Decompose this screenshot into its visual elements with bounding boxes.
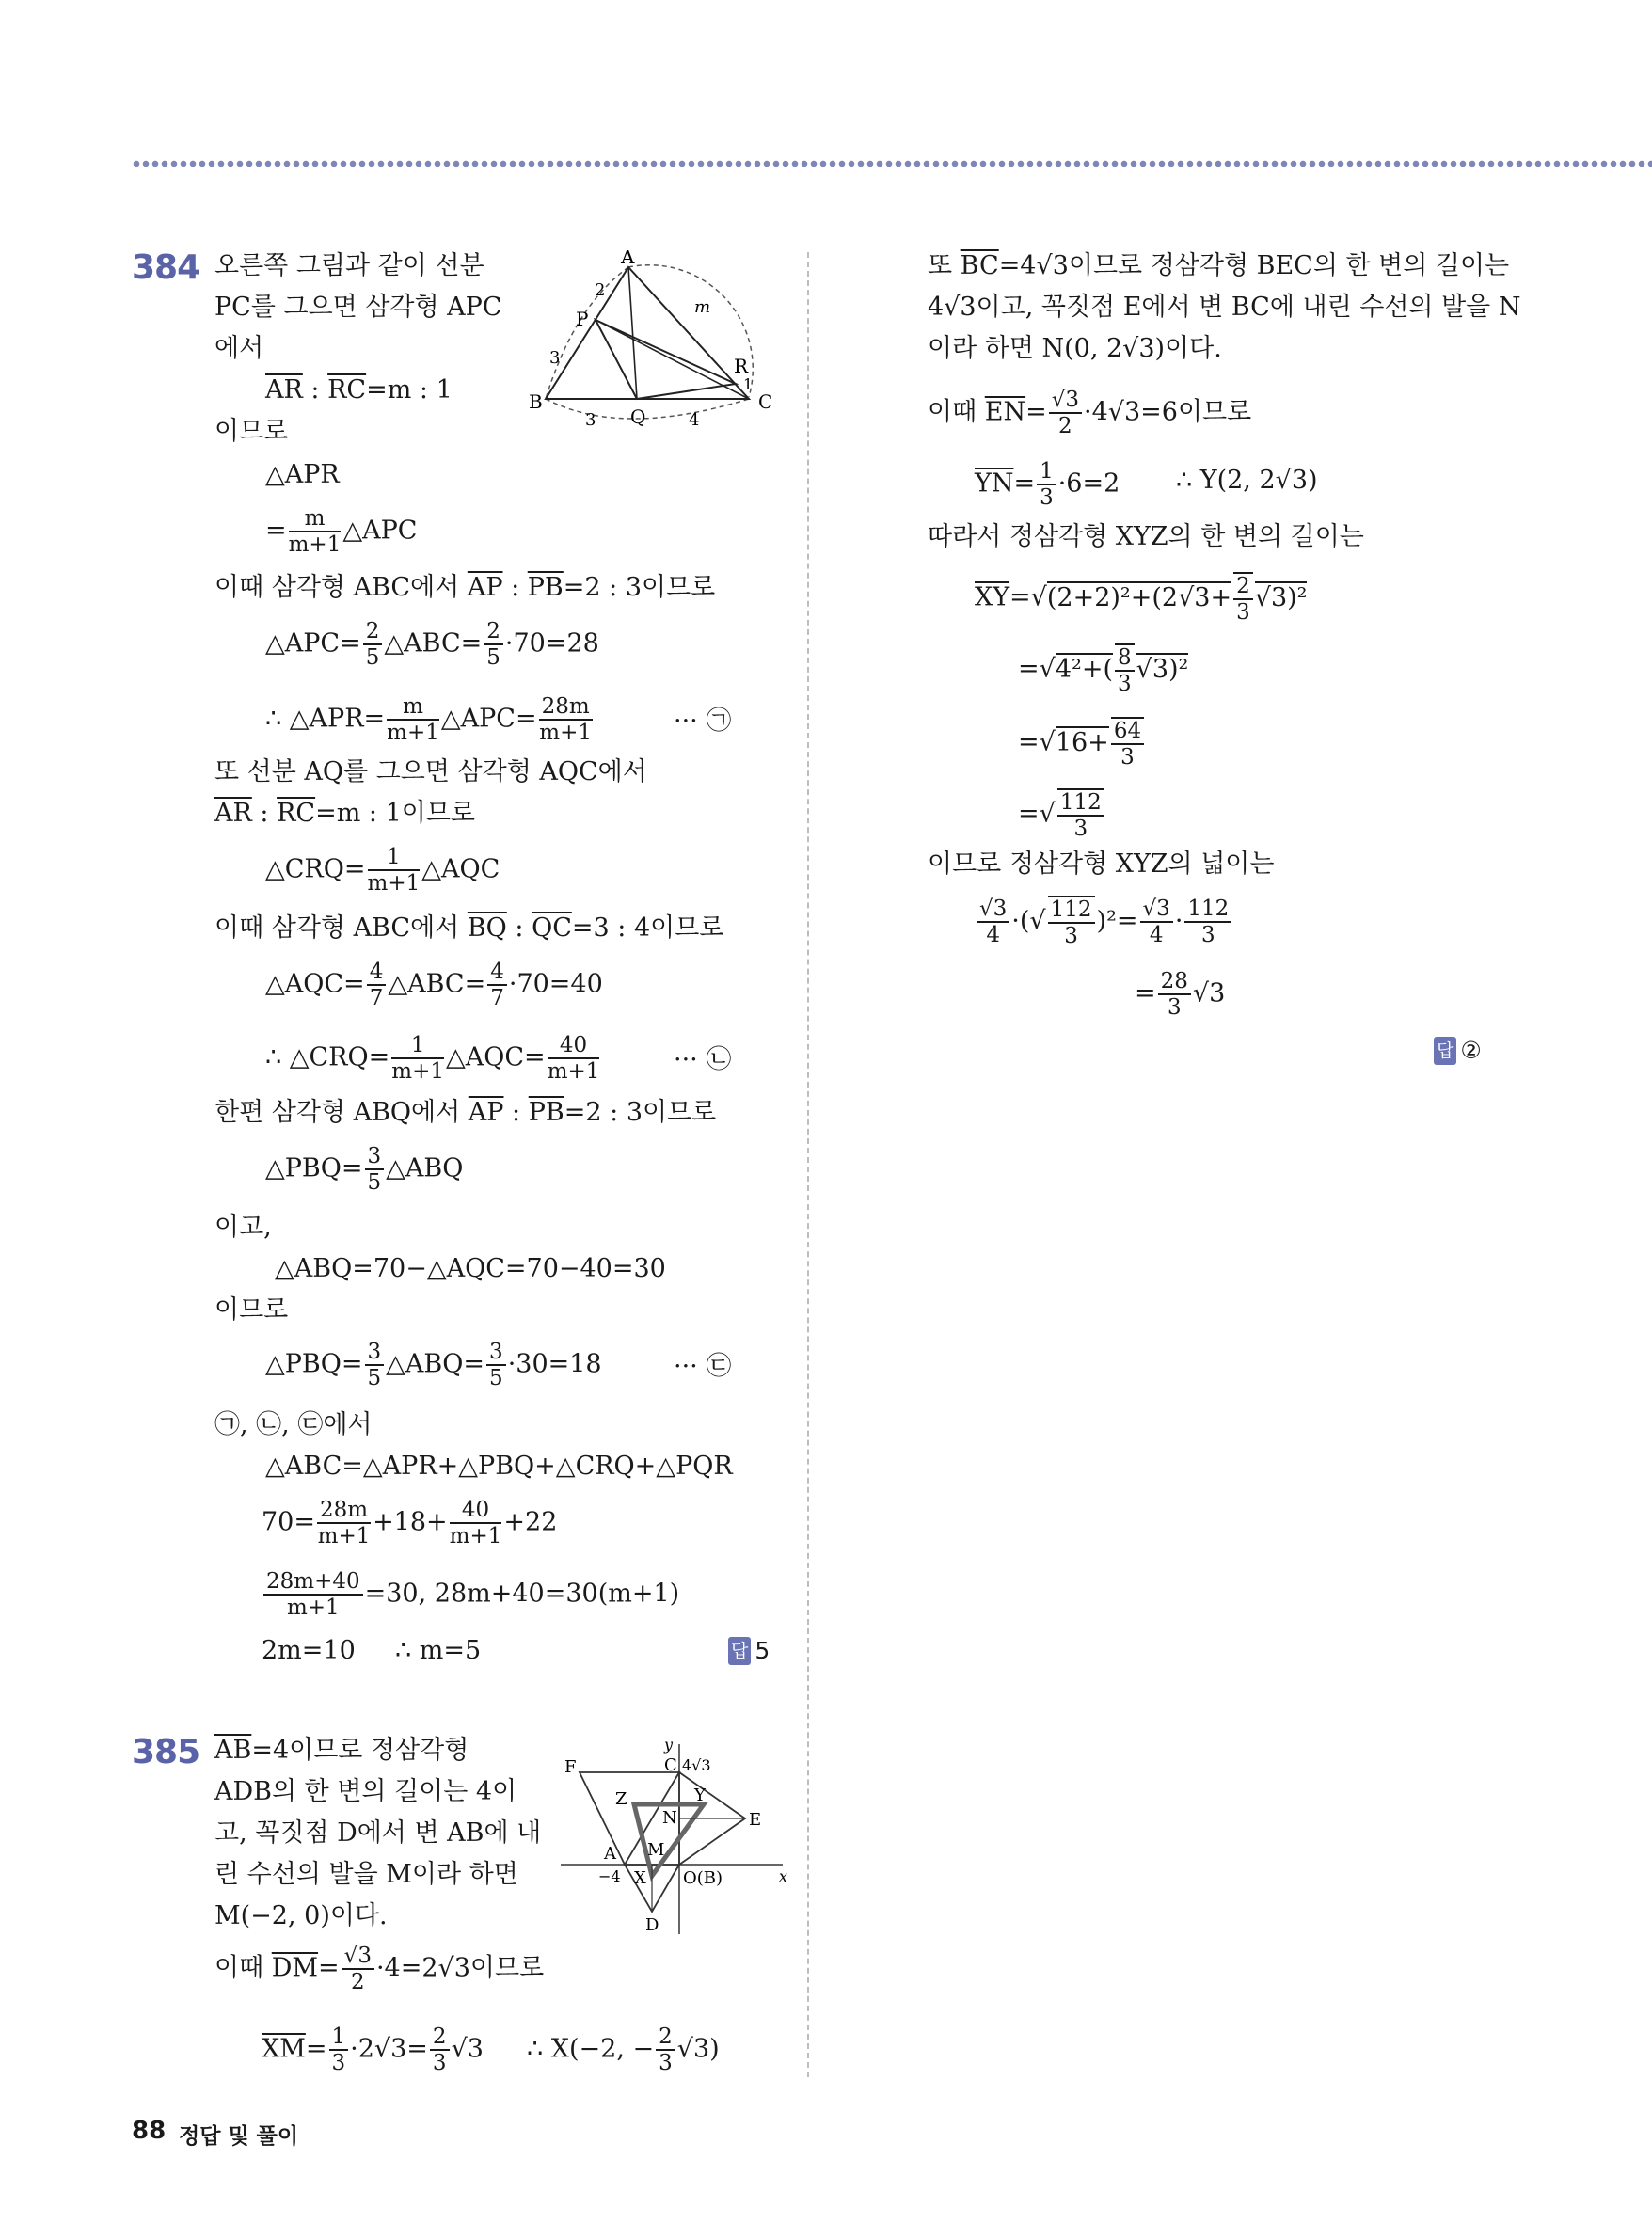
figure-384-triangle (527, 250, 781, 448)
equation-line: △AQC= $\frac{4}{7}$ △ABC= $\frac{4}{7}$ ·70=40 (265, 960, 603, 1010)
text-line: 이때 삼각형 ABC에서 $\overline{AP}$ : $\overline{PB}=2$ : 3이므로 (214, 573, 716, 602)
text-line: 이때 삼각형 ABC에서 $\overline{BQ}$ : $\overline{QC}=3$ : 4이므로 (214, 913, 724, 943)
label-a: A (621, 250, 635, 268)
equation-line: ∴ △CRQ= $\frac{1}{m+1}$ △AQC= $\frac{40}{m+1}$ (265, 1033, 600, 1084)
label-b: B (529, 390, 543, 413)
text-line: ADB의 한 변의 길이는 4이 (214, 1777, 517, 1806)
label-m: M (647, 1840, 665, 1860)
label-rc: 1 (743, 375, 754, 393)
text-line: ㉠, ㉡, ㉢에서 (214, 1410, 373, 1439)
equation-marker: ··· ㉢ (674, 1352, 732, 1381)
equation-line: 이때 $\overline{DM}=$ $\frac{√3}{2}$ ·4=2√3이므로 (214, 1944, 545, 1994)
answer-385: 답 ② (1434, 1037, 1482, 1065)
label-a: A (604, 1844, 616, 1864)
equation-line: △ABQ=70−△AQC=70−40=30 (275, 1254, 666, 1283)
label-r: R (734, 355, 749, 377)
answer-badge: 답 (1434, 1037, 1456, 1065)
label-ap: 2 (595, 280, 606, 300)
segment-aq (628, 267, 637, 399)
equation-line: ∴ m=5 (395, 1636, 482, 1665)
text-line: 이므로 정삼각형 XYZ의 넓이는 (928, 850, 1275, 879)
text-line: 에서 (214, 334, 264, 363)
label-n: N (662, 1808, 677, 1828)
equation-line: =√16+ $\frac{64}{3}$ (1018, 717, 1146, 770)
equation-line: ∴ X(−2, − $\frac{2}{3}$ √3) (527, 2025, 720, 2075)
label-a-value: −4 (598, 1867, 621, 1885)
text-line: 이므로 (214, 1295, 289, 1325)
text-line: 한편 삼각형 ABQ에서 $\overline{AP}$ : $\overline{PB}=2$ : 3이므로 (214, 1098, 717, 1127)
answer-badge: 답 (728, 1637, 751, 1665)
text-line: 이라 하면 N(0, 2√3)이다. (928, 334, 1222, 363)
equation-line: = $\frac{m}{m+1}$ △APC (265, 506, 418, 557)
label-q: Q (630, 405, 646, 428)
equation-line: △APC= $\frac{2}{5}$ △ABC= $\frac{2}{5}$ ·70=28 (265, 619, 599, 670)
text-line: 또 선분 AQ를 그으면 삼각형 AQC에서 (214, 757, 647, 786)
page-number: 88 (132, 2117, 167, 2145)
text-line: 4√3이고, 꼭짓점 E에서 변 BC에 내린 수선의 발을 N (928, 293, 1521, 322)
text-line: △APR (265, 460, 340, 489)
label-c: C (664, 1755, 677, 1775)
column-divider (807, 252, 809, 2077)
ratio-line: $\overline{AR}$ : $\overline{RC}=m$ : 1 (265, 375, 453, 405)
label-c: C (758, 390, 773, 413)
equation-marker: ··· ㉠ (674, 707, 732, 736)
label-e: E (749, 1810, 762, 1830)
equation-line: 2m=10 (262, 1636, 356, 1665)
equation-line: =√4²+( $\frac{8}{3}$ √3)² (1018, 645, 1189, 696)
figure-385-coordinate (557, 1737, 792, 1944)
segment-pc (596, 320, 749, 399)
text-line: 고, 꼭짓점 D에서 변 AB에 내 (214, 1818, 542, 1848)
equation-line: $\overline{XY}=√(2+2)^2+(2√3+$ $\frac{2}{3}$ √3)² (975, 574, 1308, 625)
answer-384: 답 5 (728, 1637, 770, 1665)
label-y-axis: y (664, 1737, 674, 1754)
fraction: $\frac{m}{m+1}$ (288, 506, 342, 557)
label-qc: 4 (689, 410, 700, 430)
label-x-axis: x (779, 1867, 788, 1885)
text-line: $\overline{AB}=4$이므로 정삼각형 (214, 1736, 469, 1765)
problem-number-384: 384 (132, 248, 200, 287)
label-f: F (564, 1757, 577, 1777)
label-z: Z (615, 1789, 627, 1809)
label-o: O(B) (683, 1868, 723, 1888)
label-x-point: X (634, 1868, 646, 1888)
equation-line: $\overline{YN}=$ $\frac{1}{3}$ ·6=2 (975, 459, 1120, 510)
text-line: 이므로 (214, 417, 289, 446)
equation-line: ∴ Y(2, 2√3) (1176, 466, 1318, 495)
text-line: 이고, (214, 1213, 272, 1242)
text-line: 따라서 정삼각형 XYZ의 한 변의 길이는 (928, 522, 1364, 551)
equation-line: ∴ △APR= $\frac{m}{m+1}$ △APC= $\frac{28m}{m+1}$ (265, 694, 592, 745)
equation-line: △PBQ= $\frac{3}{5}$ △ABQ= $\frac{3}{5}$ ·30=18 (265, 1340, 602, 1390)
equation-line: △CRQ= $\frac{1}{m+1}$ △AQC (265, 845, 500, 896)
equation-line: △PBQ= $\frac{3}{5}$ △ABQ (265, 1144, 464, 1195)
ratio-line: $\overline{AR}$ : $\overline{RC}=m$ : 1이므로 (214, 799, 476, 828)
label-p: P (576, 308, 589, 330)
text-line: 오른쪽 그림과 같이 선분 (214, 251, 484, 280)
equation-line: 70= $\frac{28m}{m+1}$ +18+ $\frac{40}{m+1}$ +22 (262, 1498, 558, 1548)
triangle-abc (546, 267, 749, 399)
text-line: 린 수선의 발을 M이라 하면 (214, 1860, 518, 1889)
equation-line: =√ $\frac{112}{3}$ (1018, 788, 1106, 841)
text-line: 또 $\overline{BC}=4√3$이므로 정삼각형 BEC의 한 변의 길이는 (928, 251, 1510, 280)
equation-line: $\overline{XM}=$ $\frac{1}{3}$ ·2√3= $\frac{2}{3}$ √3 (262, 2025, 484, 2075)
label-d: D (645, 1915, 659, 1935)
arc-bc (546, 399, 749, 419)
equation-line: △ABC=△APR+△PBQ+△CRQ+△PQR (265, 1452, 733, 1481)
label-c-value: 4√3 (682, 1756, 711, 1774)
text-line: PC를 그으면 삼각형 APC (214, 293, 502, 322)
page-footer-title: 정답 및 풀이 (179, 2124, 299, 2149)
equation-line: $\frac{28m+40}{m+1}$ =30, 28m+40=30(m+1) (262, 1569, 679, 1620)
equation-line: 이때 $\overline{EN}=$ $\frac{√3}{2}$ ·4√3=6이므로 (928, 388, 1252, 438)
problem-number-385: 385 (132, 1733, 200, 1771)
equation-marker: ··· ㉡ (674, 1045, 732, 1074)
label-pb: 3 (549, 348, 561, 368)
text-line: M(−2, 0)이다. (214, 1901, 388, 1930)
equation-line: $\frac{√3}{4}$ ·(√ $\frac{112}{3}$ )²= $\frac{√3}{4}$ · $\frac{112}{3}$ (975, 896, 1233, 948)
label-ar: m (694, 297, 711, 317)
label-bq: 3 (585, 410, 596, 430)
label-y-point: Y (694, 1786, 706, 1805)
triangle-pqr (596, 320, 736, 399)
header-dotted-rule (132, 158, 1652, 169)
equation-line: = $\frac{28}{3}$ √3 (1135, 969, 1226, 1020)
